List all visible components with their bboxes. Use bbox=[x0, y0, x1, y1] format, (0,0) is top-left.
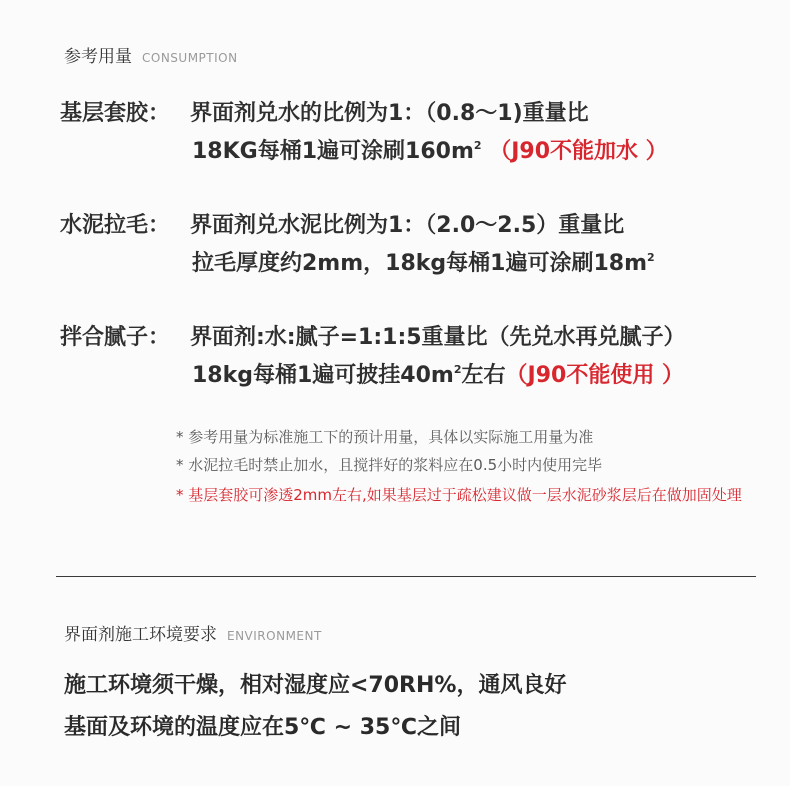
row-line2-sup: 2 bbox=[453, 363, 462, 376]
row-line2-post: 左右 bbox=[461, 363, 506, 388]
row-line2-text: 拉毛厚度约2mm，18kg每桶1遍可涂刷18m bbox=[192, 251, 647, 276]
row-line2-sup: 2 bbox=[473, 139, 482, 152]
row-line1: 界面剂兑水的比例为1：（0.8～1)重量比 bbox=[190, 101, 589, 126]
consumption-row-putty-mix bbox=[60, 322, 686, 388]
row-label: 水泥拉毛： bbox=[60, 213, 171, 238]
section-divider bbox=[56, 576, 756, 577]
row-line1: 界面剂兑水泥比例为1：（2.0～2.5）重量比 bbox=[190, 213, 625, 238]
row-label: 基层套胶： bbox=[60, 101, 171, 126]
row-line2 bbox=[192, 130, 668, 168]
row-line2-text: 18kg每桶1遍可披挂40m bbox=[192, 363, 454, 388]
consumption-row-cement-roughening bbox=[60, 210, 655, 276]
row-line2-text: 18KG每桶1遍可涂刷160m bbox=[192, 139, 474, 164]
row-line1: 界面剂:水:腻子=1:1:5重量比（先兑水再兑腻子） bbox=[190, 325, 686, 350]
environment-title-cn: 界面剂施工环境要求 bbox=[64, 625, 217, 645]
consumption-header bbox=[64, 42, 238, 67]
note-item-warning: * 基层套胶可渗透2mm左右,如果基层过于疏松建议做一层水泥砂浆层后在做加固处理 bbox=[176, 486, 742, 504]
consumption-row-base-coat bbox=[60, 98, 668, 164]
note-item: * 参考用量为标准施工下的预计用量，具体以实际施工用量为准 bbox=[176, 428, 594, 446]
environment-header bbox=[64, 620, 322, 645]
row-line2 bbox=[192, 354, 684, 392]
environment-humidity-line: 施工环境须干燥，相对湿度应<70RH%，通风良好 bbox=[64, 673, 567, 698]
row-line2-warning: （J90不能加水 ） bbox=[489, 139, 668, 164]
environment-temperature-line: 基面及环境的温度应在5℃ ~ 35℃之间 bbox=[64, 715, 461, 740]
row-line2-warning: （J90不能使用 ） bbox=[505, 363, 684, 388]
row-line2-sup: 2 bbox=[647, 251, 655, 264]
consumption-title-en: CONSUMPTION bbox=[142, 51, 238, 65]
row-line2 bbox=[192, 242, 655, 280]
consumption-notes bbox=[176, 423, 756, 507]
consumption-title-cn: 参考用量 bbox=[64, 47, 132, 67]
note-item: * 水泥拉毛时禁止加水，且搅拌好的浆料应在0.5小时内使用完毕 bbox=[176, 456, 603, 474]
environment-title-en: ENVIRONMENT bbox=[227, 629, 322, 643]
row-label: 拌合腻子： bbox=[60, 325, 171, 350]
